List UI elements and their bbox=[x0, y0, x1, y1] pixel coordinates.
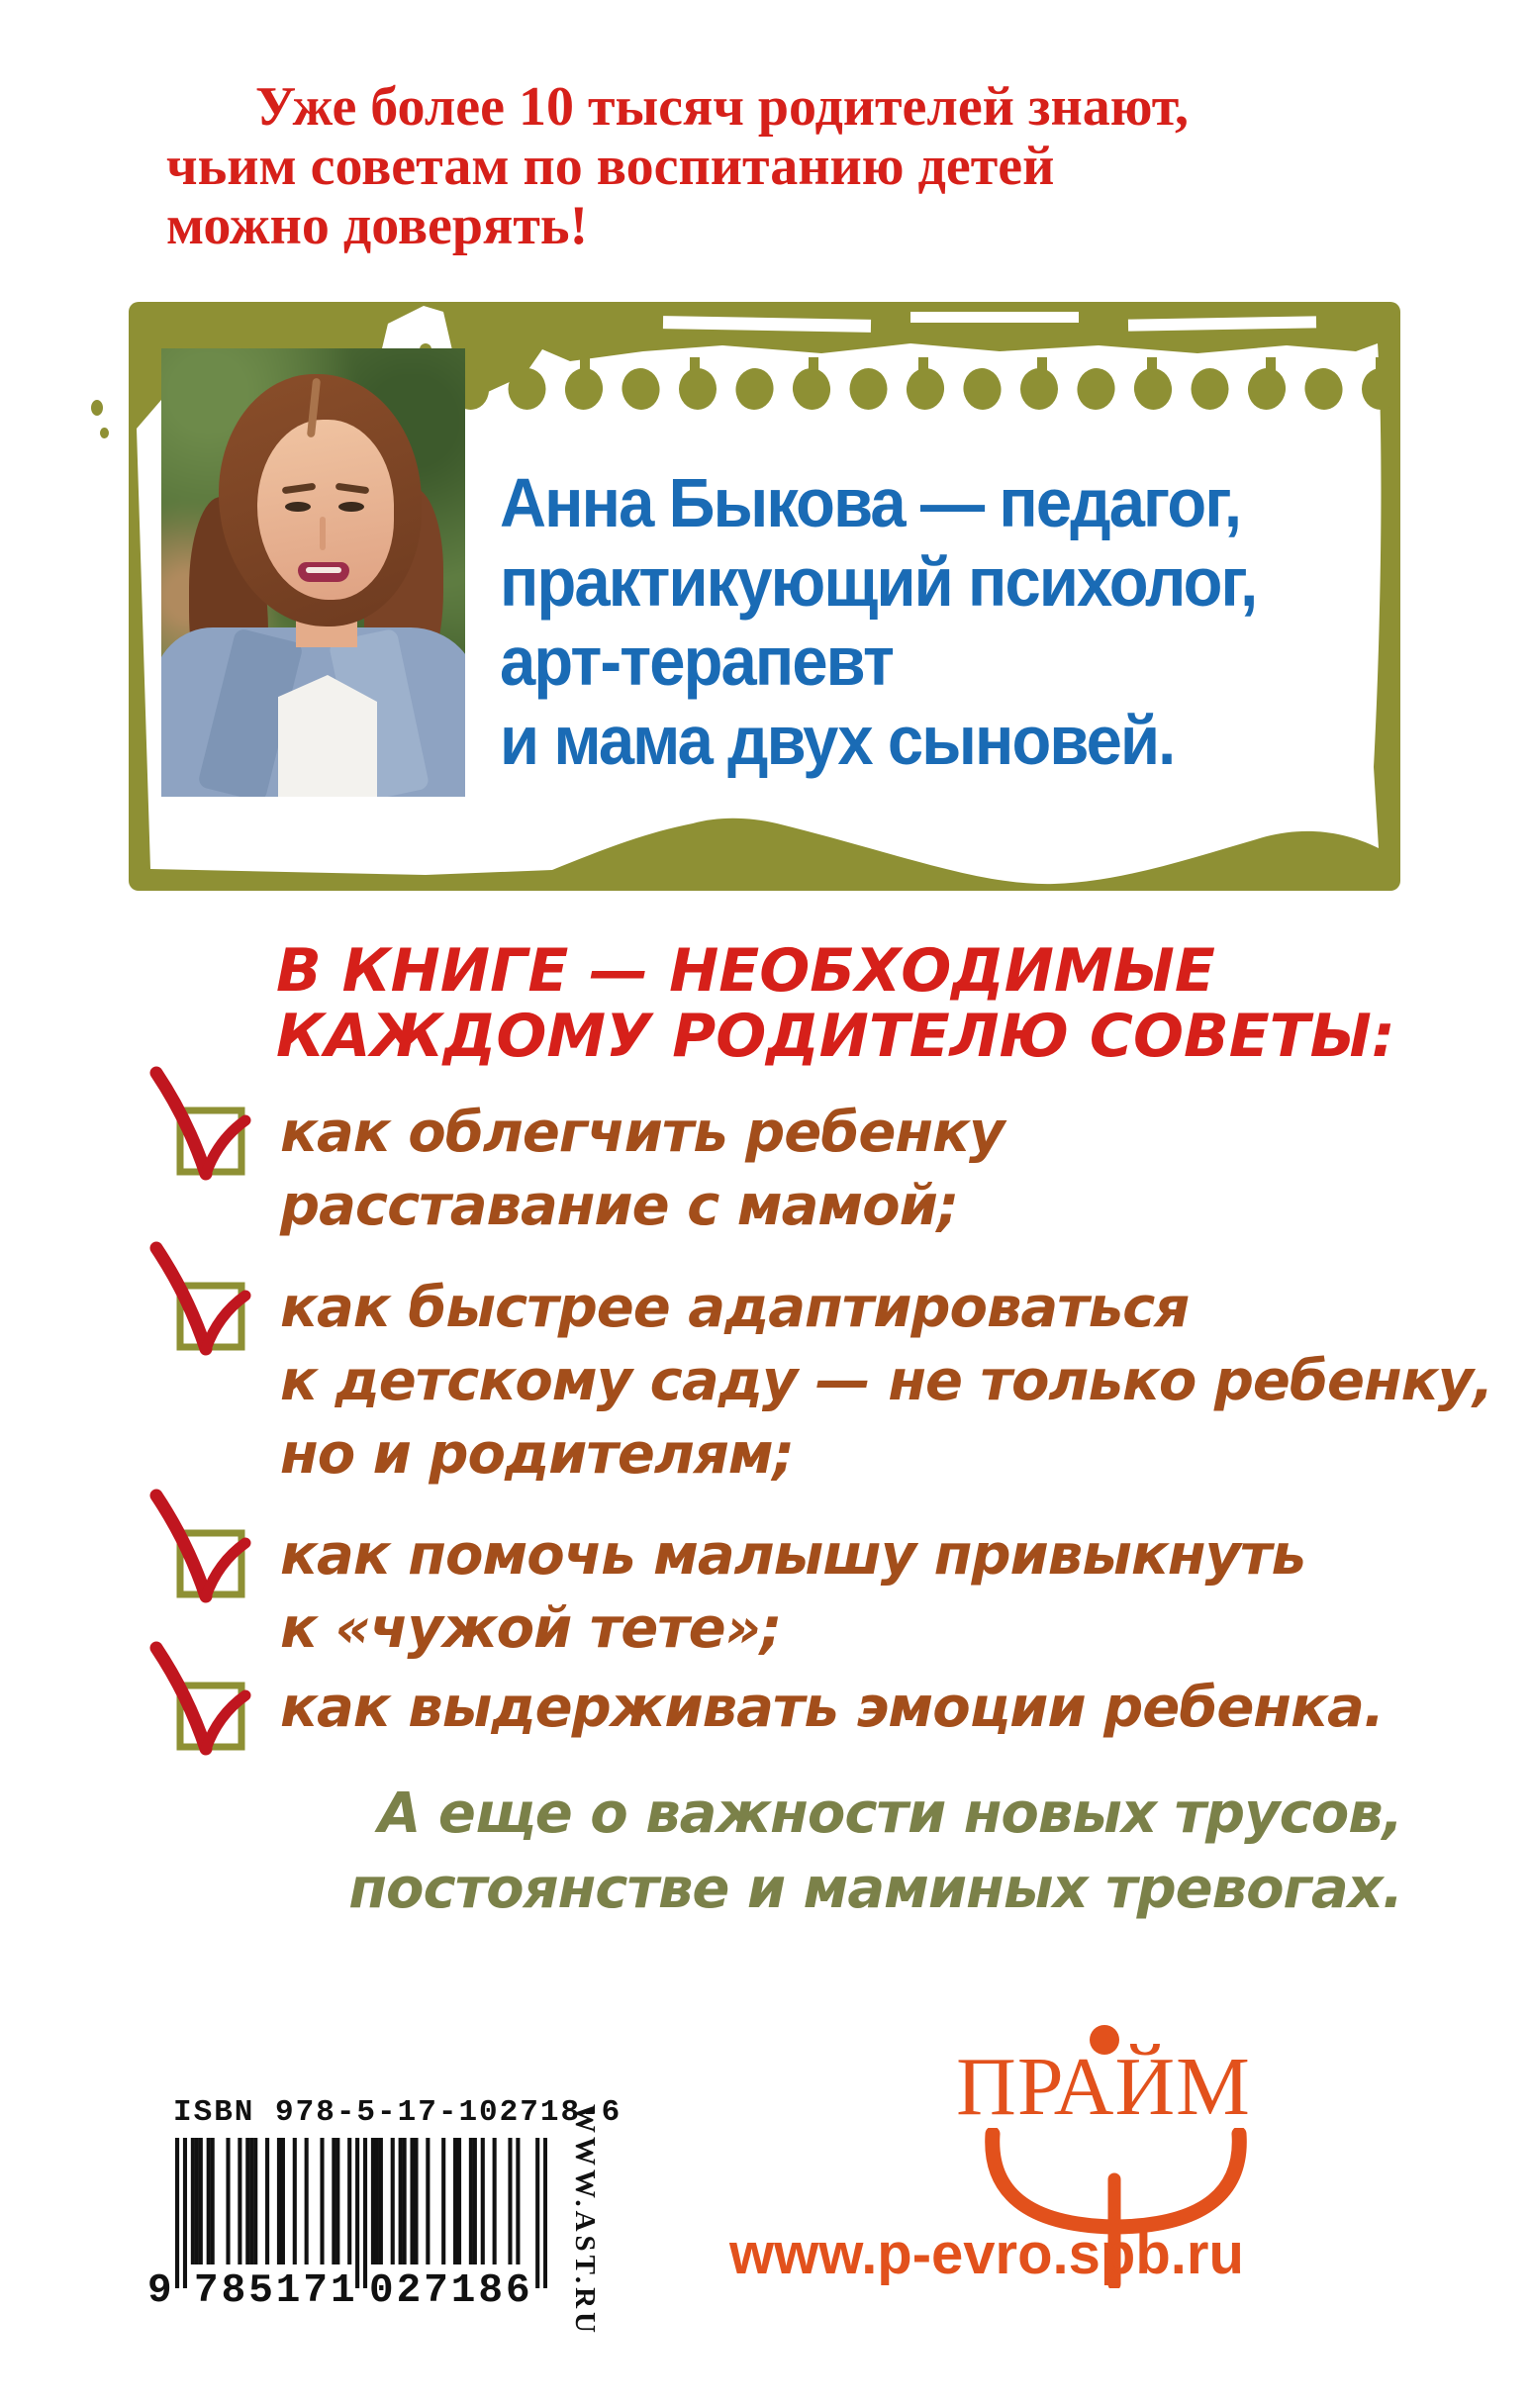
ast-website-vertical: WWW.AST.RU bbox=[569, 2104, 601, 2337]
author-photo bbox=[161, 348, 465, 797]
checkbox-checked-icon bbox=[148, 1486, 257, 1614]
eye-shape bbox=[285, 502, 311, 512]
checkbox-checked-icon bbox=[148, 1063, 257, 1192]
top-banner: Уже более 10 тысяч родителей знают, чьим советам по воспитанию детей можно доверять! bbox=[166, 76, 1190, 256]
smile-shape bbox=[306, 567, 341, 573]
author-card bbox=[129, 302, 1400, 891]
barcode-digits-group2: 027186 bbox=[369, 2268, 533, 2314]
advice-heading: В КНИГЕ — НЕОБХОДИМЫЕ КАЖДОМУ РОДИТЕЛЮ СОВЕТЫ: bbox=[276, 936, 1395, 1071]
publisher-name: ПРАЙМ bbox=[956, 2041, 1251, 2133]
author-description: Анна Быкова — педагог, практикующий психолог, арт-терапевт и мама двух сыновей. bbox=[500, 464, 1257, 779]
isbn-label: ISBN 978-5-17-102718-6 bbox=[173, 2095, 622, 2130]
advice-item-text: как выдерживать эмоции ребенка. bbox=[280, 1676, 1385, 1740]
advice-item-text: как облегчить ребенку расставание с мамой; bbox=[280, 1101, 1005, 1238]
checkbox-checked-icon bbox=[148, 1238, 257, 1367]
barcode bbox=[175, 2138, 547, 2290]
extra-note: А еще о важности новых трусов, постоянстве и маминых тревогах. bbox=[348, 1782, 1402, 1921]
barcode-digits-group1: 785171 bbox=[194, 2268, 358, 2314]
torn-paper-speck bbox=[100, 428, 109, 438]
checkbox-checked-icon bbox=[148, 1638, 257, 1767]
eye-shape bbox=[338, 502, 364, 512]
barcode-digit-left: 9 bbox=[147, 2268, 175, 2314]
advice-item bbox=[148, 1238, 1493, 1487]
publisher-url: www.p-evro.spb.ru bbox=[729, 2222, 1244, 2286]
advice-item-text: как быстрее адаптироваться к детскому саду — не только ребенку, но и родителям; bbox=[280, 1276, 1493, 1487]
advice-item-text: как помочь малышу привыкнуть к «чужой тете»; bbox=[280, 1523, 1305, 1661]
nose-shape bbox=[320, 517, 326, 550]
torn-paper-speck bbox=[91, 400, 103, 416]
